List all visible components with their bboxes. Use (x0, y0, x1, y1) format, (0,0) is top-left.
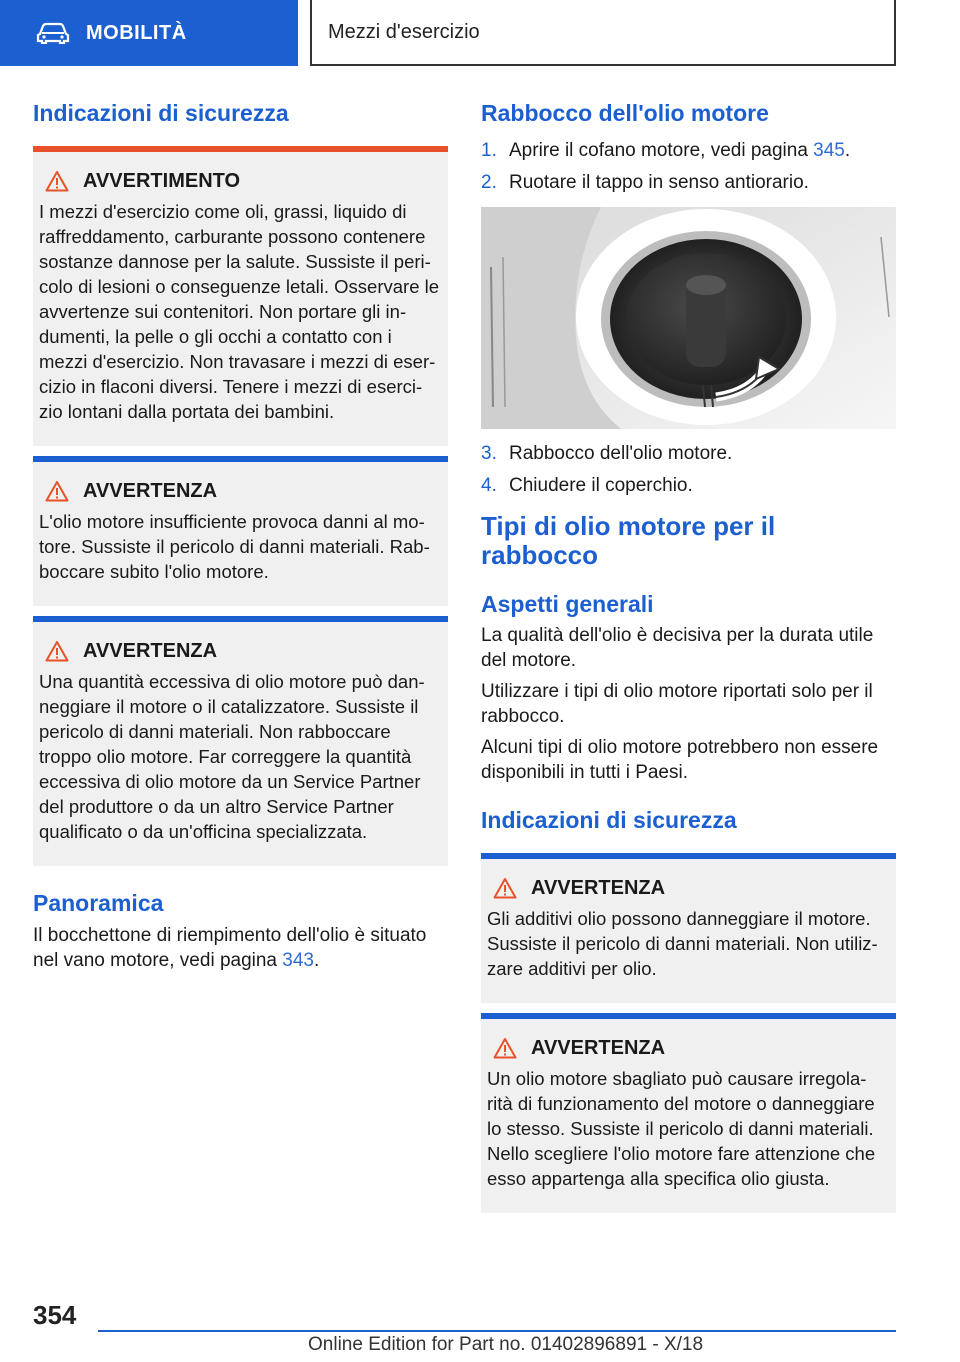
warning-triangle-icon (45, 480, 69, 502)
warning-triangle-icon (493, 877, 517, 899)
edition-note: Online Edition for Part no. 01402896891 - X/18 (308, 1334, 704, 1355)
warning-title-row (45, 480, 442, 503)
warning-title-row (45, 640, 442, 663)
oil-cap-illustration (481, 207, 896, 429)
heading-refill: Rabbocco dell'olio motore (481, 100, 769, 126)
warning-box (481, 1013, 896, 1213)
overview-paragraph (33, 923, 448, 973)
warning-text: I mezzi d'esercizio come oli, grassi, liquido di raffreddamento, carburante possono contenere sostanze dannose per la salute. Sussiste il peri-colo di lesioni o conseguenze letali. Osservare le avvertenze sui contenitori. Non portare gli in-dumenti, la pelle o gli occhi a contatto con i mezzi d'esercizio. Non travasare i mezzi di eser-cizio in flaconi diversi. Tenere i mezzi di eserci-zio lontani dalla portata dei bambini. (39, 200, 440, 422)
warning-triangle-icon (45, 170, 69, 192)
step-number: 4. (481, 474, 497, 496)
list-item (481, 138, 896, 163)
chapter-title: Mezzi d'esercizio (328, 20, 480, 43)
warning-title: AVVERTENZA (531, 1036, 666, 1059)
heading-safety: Indicazioni di sicurezza (481, 806, 737, 833)
heading-overview: Panoramica (33, 889, 164, 916)
warning-text: L'olio motore insufficiente provoca danni al mo-tore. Sussiste il pericolo di danni materiali. Rab-boccare subito l'olio motore. (39, 510, 430, 582)
warning-title-row (45, 170, 442, 193)
warning-title: AVVERTIMENTO (83, 169, 241, 192)
warning-title: AVVERTENZA (83, 479, 218, 502)
steps-list (481, 441, 896, 498)
section-title: MOBILITÀ (86, 21, 187, 44)
general-paragraph: Alcuni tipi di olio motore potrebbero non essere disponibili in tutti i Paesi. (481, 736, 879, 783)
warning-title-row (493, 1037, 890, 1060)
general-paragraph: Utilizzare i tipi di olio motore riportati solo per il rabbocco. (481, 680, 873, 727)
warning-box (33, 146, 448, 446)
page-link[interactable]: 345 (813, 139, 845, 161)
left-column (33, 100, 448, 973)
step-number: 3. (481, 442, 497, 464)
list-item (481, 441, 896, 466)
car-icon (36, 22, 70, 44)
list-item (481, 170, 896, 195)
overview-end: . (313, 950, 320, 972)
warning-title-row (493, 877, 890, 900)
step-number: 2. (481, 171, 497, 193)
warning-box (481, 853, 896, 1003)
warning-box (33, 616, 448, 866)
warning-text: Un olio motore sbagliato può causare irregola-rità di funzionamento del motore o danneggiare lo stesso. Sussiste il pericolo di danni materiali. Nello scegliere l'olio motore fare attenzione che esso appartenga alla specifica olio giusta. (487, 1067, 876, 1189)
overview-text: Il bocchettone di riempimento dell'olio è situato nel vano motore, vedi pagina (33, 925, 427, 972)
oil-cap-image (481, 207, 896, 429)
step-label: Aprire il cofano motore, vedi pagina (509, 139, 814, 161)
step-number: 1. (481, 139, 497, 161)
step-text: Rabbocco dell'olio motore. (509, 442, 733, 464)
heading-oil-types: Tipi di olio motore per il rabbocco (481, 510, 776, 571)
warning-box (33, 456, 448, 606)
warning-triangle-icon (45, 640, 69, 662)
page-number: 354 (33, 1300, 77, 1330)
step-end: . (844, 139, 851, 161)
heading-safety: Indicazioni di sicurezza (33, 100, 289, 126)
step-text: Ruotare il tappo in senso antiorario. (509, 171, 809, 193)
warning-text: Una quantità eccessiva di olio motore può dan-neggiare il motore o il catalizzatore. Sussiste il pericolo di danni materiali. Non rabboccare troppo olio motore. Far correggere la quantità eccessiva di olio motore da un Service Partner del produttore o da un altro Service Partner qualificato o da un'officina specializzata. (39, 670, 425, 842)
heading-general: Aspetti generali (481, 591, 654, 618)
chapter-tab (310, 0, 896, 66)
footer-divider (98, 1330, 896, 1332)
section-tab (0, 0, 298, 66)
general-paragraph: La qualità dell'olio è decisiva per la durata utile del motore. (481, 624, 874, 671)
warning-text: Gli additivi olio possono danneggiare il motore. Sussiste il pericolo di danni materiali. Non utiliz-zare additivi per olio. (487, 907, 878, 979)
step-text (509, 138, 850, 163)
list-item (481, 473, 896, 498)
warning-triangle-icon (493, 1037, 517, 1059)
warning-title: AVVERTENZA (83, 639, 218, 662)
warning-title: AVVERTENZA (531, 876, 666, 899)
steps-list (481, 138, 896, 195)
right-column (481, 100, 896, 1213)
page-link[interactable]: 343 (282, 950, 314, 972)
step-text: Chiudere il coperchio. (509, 474, 693, 496)
